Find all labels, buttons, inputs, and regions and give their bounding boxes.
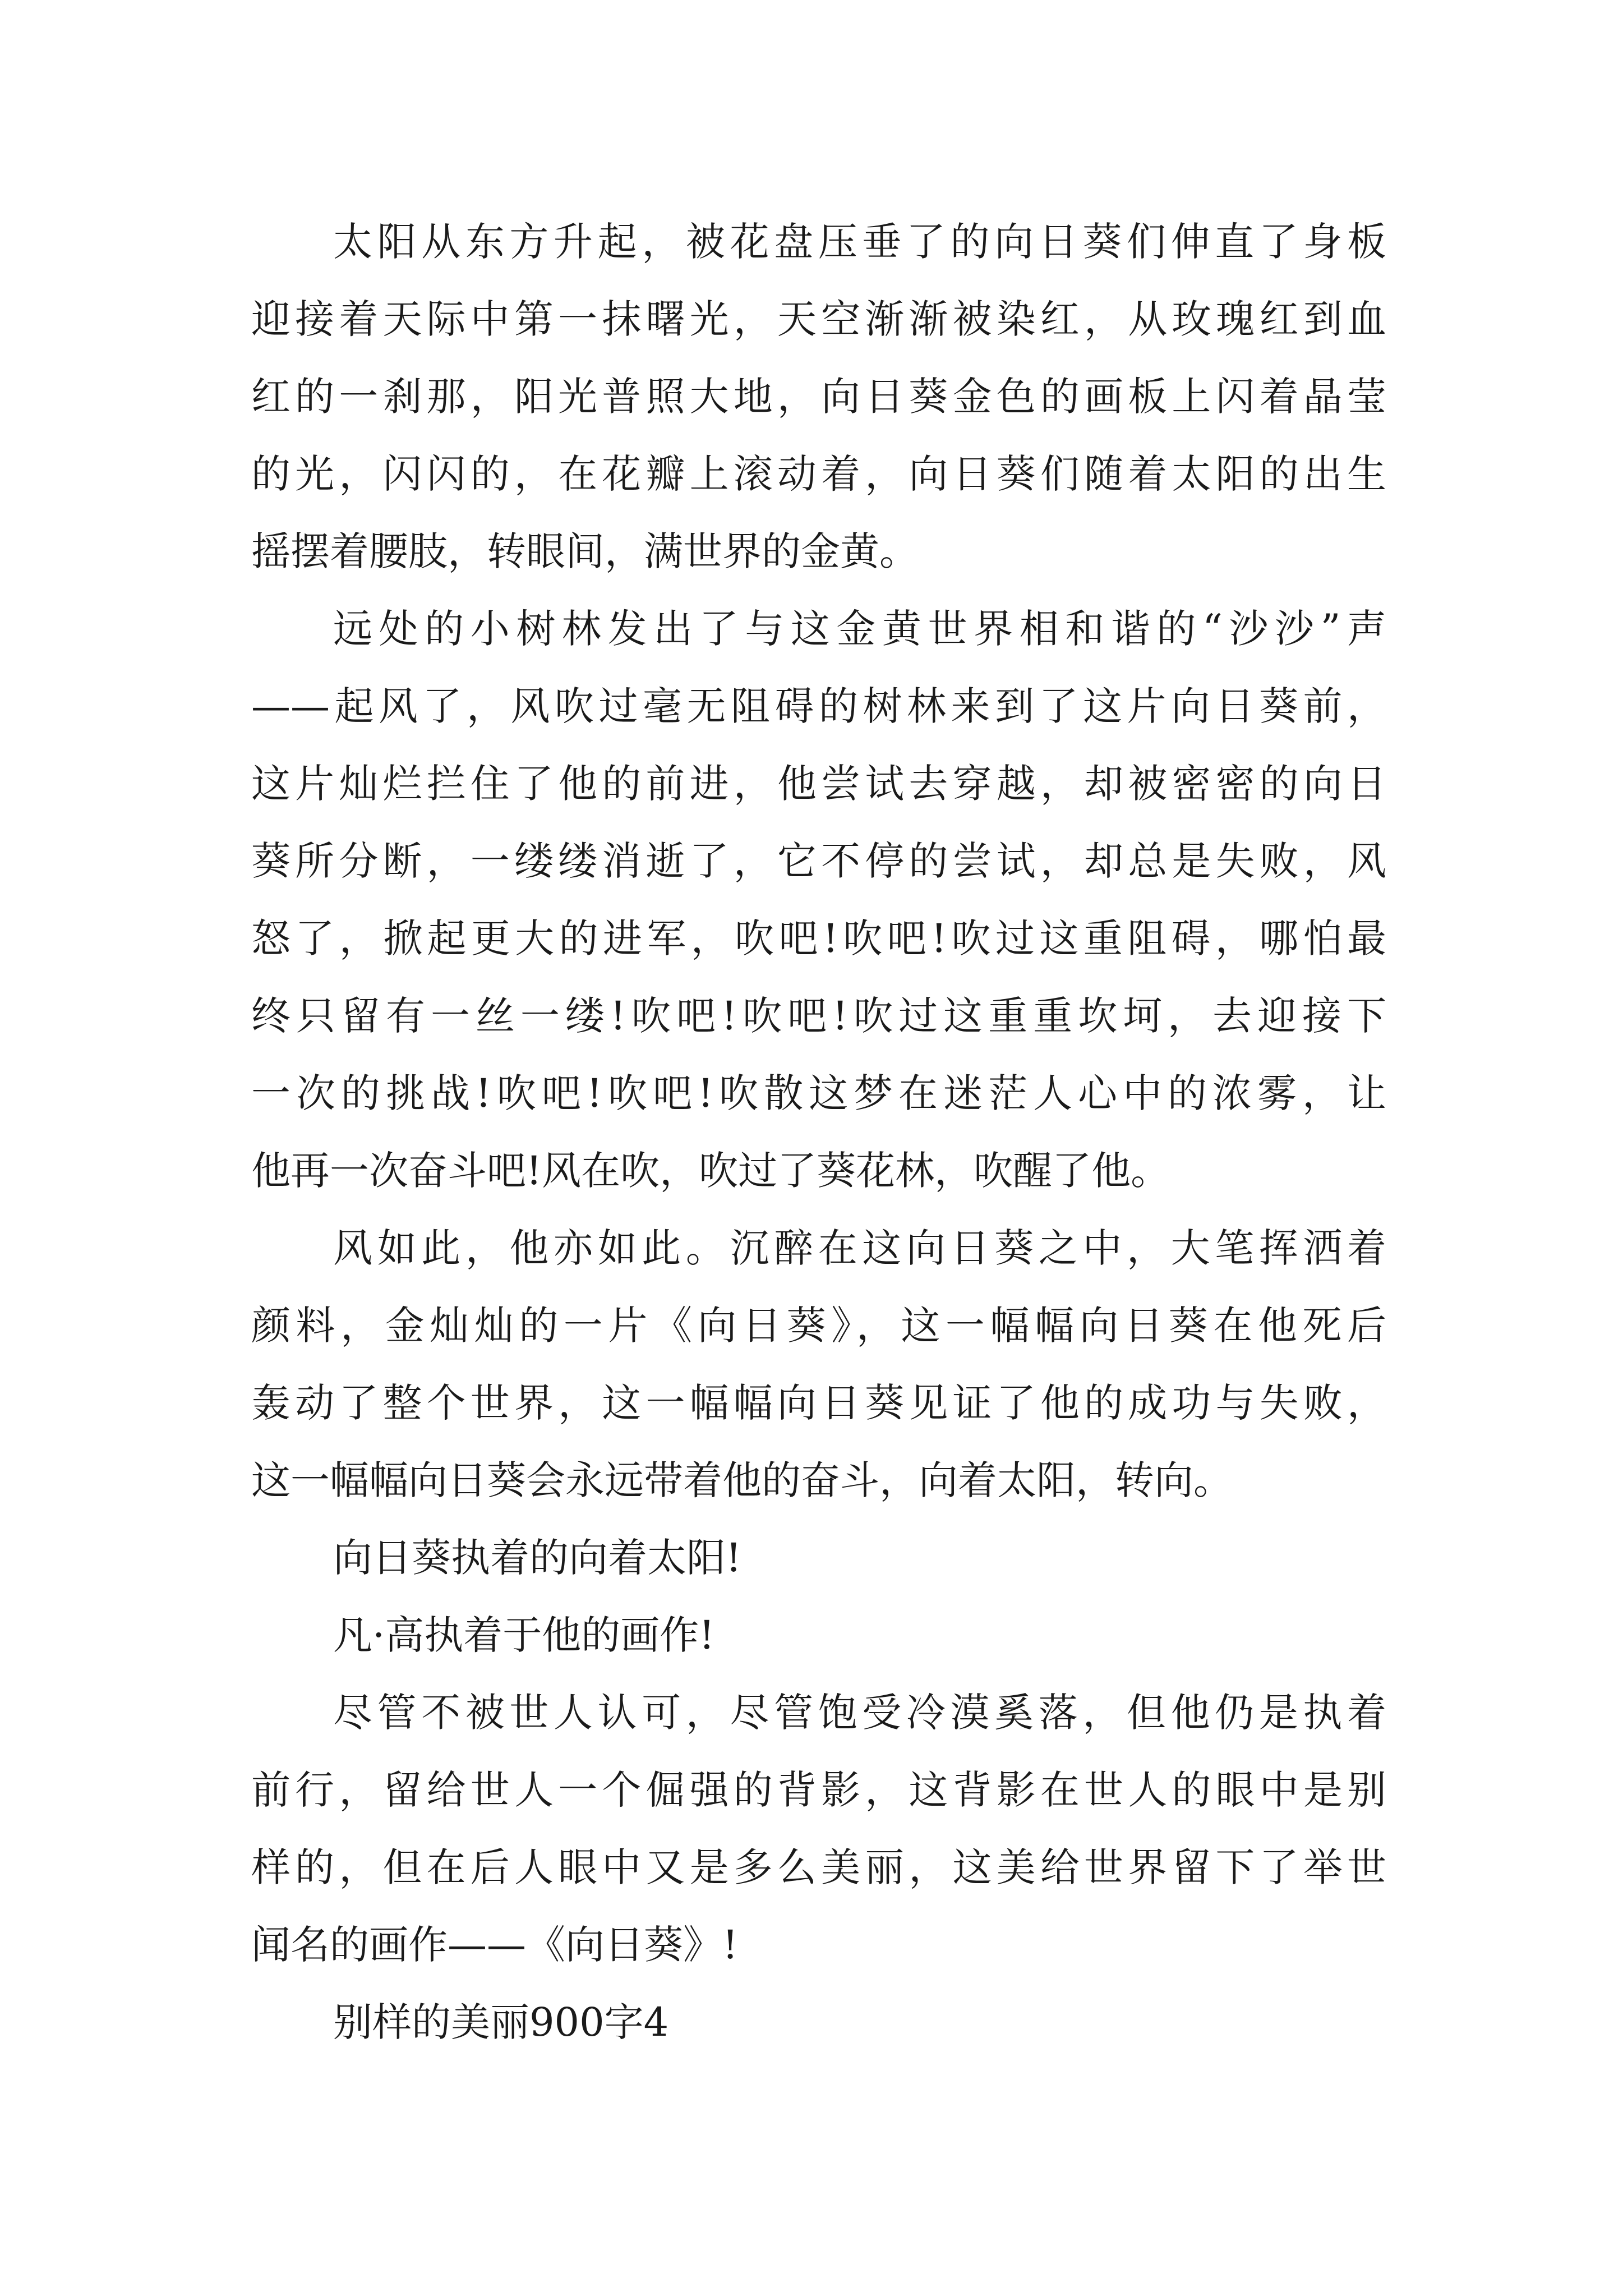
text-line: 向日葵执着的向着太阳! [333,1535,742,1581]
text-line: ——起风了，风吹过毫无阻碍的树林来到了这片向日葵前， [251,683,1386,729]
paragraph [251,1674,1386,1984]
text-line: 颜料，金灿灿的一片《向日葵》，这一幅幅向日葵在他死后 [251,1303,1386,1349]
text-line: 迎接着天际中第一抹曙光，天空渐渐被染红，从玫瑰红到血 [251,296,1386,342]
text-line: 他再一次奋斗吧!风在吹，吹过了葵花林，吹醒了他。 [251,1148,1170,1194]
text-line: 尽管不被世人认可，尽管饱受冷漠奚落，但他仍是执着 [333,1690,1386,1736]
text-line: 轰动了整个世界，这一幅幅向日葵见证了他的成功与失败， [251,1380,1386,1426]
text-line: 这片灿烂拦住了他的前进，他尝试去穿越，却被密密的向日 [251,761,1386,807]
text-line: 葵所分断，一缕缕消逝了，它不停的尝试，却总是失败，风 [251,838,1386,884]
text-line: 一次的挑战!吹吧!吹吧!吹散这梦在迷茫人心中的浓雾，让 [251,1070,1386,1116]
paragraph [251,203,1386,590]
text-line: 样的，但在后人眼中又是多么美丽，这美给世界留下了举世 [251,1844,1386,1890]
paragraph [251,1519,1386,1596]
text-line: 红的一刹那，阳光普照大地，向日葵金色的画板上闪着晶莹 [251,374,1386,420]
paragraph [251,1596,1386,1674]
text-line: 摇摆着腰肢，转眼间，满世界的金黄。 [251,528,919,574]
section-heading: 别样的美丽900字4 [333,1999,669,2045]
text-line: 的光，闪闪的，在花瓣上滚动着，向日葵们随着太阳的出生 [251,451,1386,497]
paragraph [251,590,1386,1209]
text-line: 远处的小树林发出了与这金黄世界相和谐的“沙沙”声 [333,606,1386,652]
text-line: 终只留有一丝一缕!吹吧!吹吧!吹过这重重坎坷，去迎接下 [251,993,1386,1039]
text-line: 凡·高执着于他的画作! [333,1612,715,1658]
text-line: 太阳从东方升起，被花盘压垂了的向日葵们伸直了身板 [333,219,1386,265]
text-line: 怒了，掀起更大的进军，吹吧!吹吧!吹过这重阻碍，哪怕最 [251,915,1386,961]
text-line: 风如此，他亦如此。沉醉在这向日葵之中，大笔挥洒着 [333,1225,1386,1271]
body-text [251,203,1386,2061]
text-line: 前行，留给世人一个倔强的背影，这背影在世人的眼中是别 [251,1767,1386,1813]
paragraph [251,1984,1386,2061]
text-line: 这一幅幅向日葵会永远带着他的奋斗，向着太阳，转向。 [251,1457,1233,1503]
paragraph [251,1209,1386,1519]
text-line: 闻名的画作——《向日葵》! [251,1922,739,1968]
